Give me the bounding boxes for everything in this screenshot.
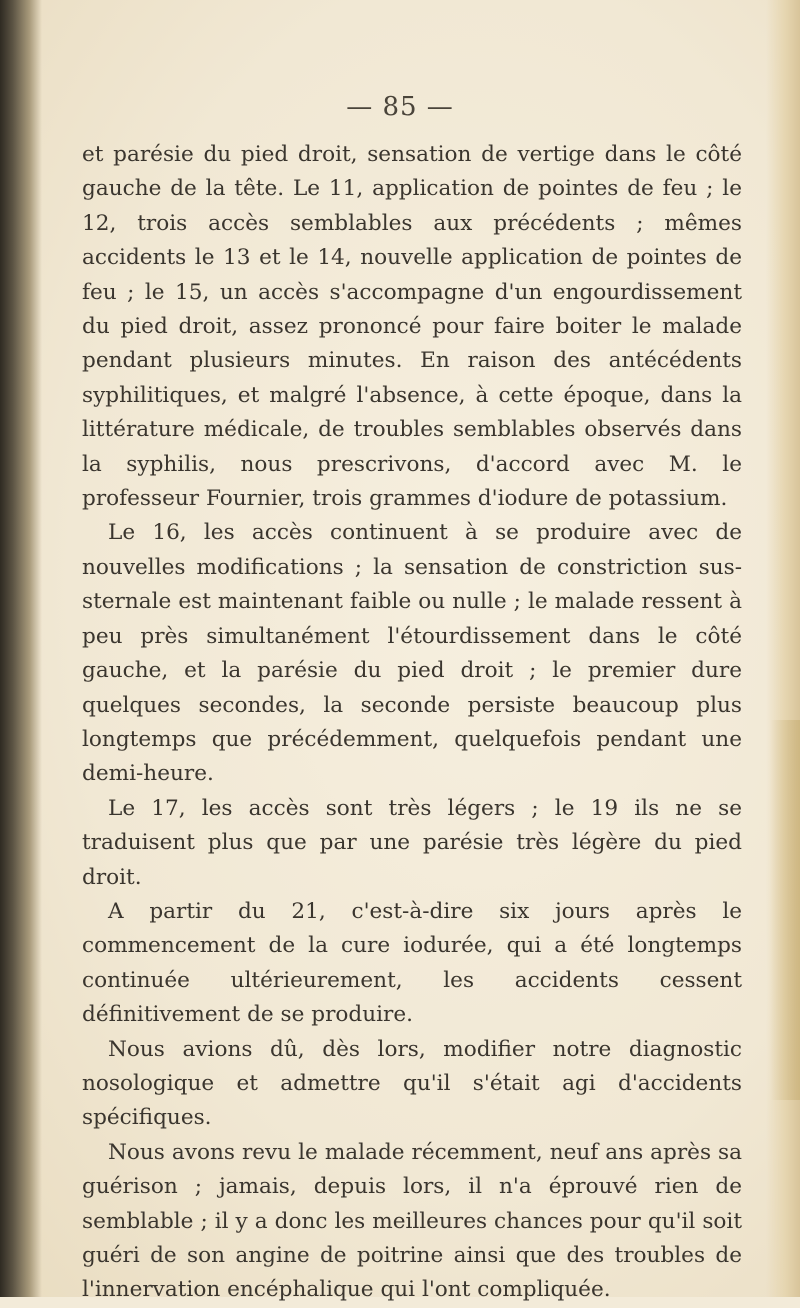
page-binding-shadow bbox=[0, 0, 42, 1297]
page-stain bbox=[770, 720, 800, 1100]
paragraph: Le 17, les accès sont très légers ; le 19 ils ne se traduisent plus que par une parésie très légère du pied droit. bbox=[82, 795, 742, 890]
paragraph: Le 16, les accès continuent à se produire avec de nouvelles modifications ; la sensation de constriction sus-sternale est maintenant faible ou nulle ; le malade ressent à peu près simultanément l'étourdissement dans le côté gauche, et la parésie du pied droit ; le premier dure quelques secondes, la seconde persiste beaucoup plus longtemps que précédemment, quelquefois pendant une demi-heure. bbox=[82, 520, 742, 787]
paragraph: A partir du 21, c'est-à-dire six jours après le commencement de la cure iodurée, qui a été longtemps continuée ultérieurement, les accidents cessent définitivement de se produire. bbox=[82, 898, 742, 1028]
page-number: — 85 — bbox=[346, 92, 454, 122]
paragraph: Nous avons revu le malade récemment, neuf ans après sa guérison ; jamais, depuis lors, il n'a éprouvé rien de semblable ; il y a donc les meilleures chances pour qu'il soit guéri de son angine de poitrine ainsi que des troubles de l'innervation encéphalique qui l'ont compliquée. bbox=[82, 1139, 742, 1303]
body-text bbox=[82, 138, 742, 1308]
paragraph: Nous avions dû, dès lors, modifier notre diagnostic nosologique et admettre qu'il s'était agi d'accidents spécifiques. bbox=[82, 1036, 742, 1131]
page-edge-foxing bbox=[766, 0, 800, 1297]
paragraph: et parésie du pied droit, sensation de vertige dans le côté gauche de la tête. Le 11, application de pointes de feu ; le 12, trois accès semblables aux précédents ; mêmes accidents le 13 et le 14, nouvelle application de pointes de feu ; le 15, un accès s'accompagne d'un engourdissement du pied droit, assez prononcé pour faire boiter le malade pendant plusieurs minutes. En raison des antécédents syphilitiques, et malgré l'absence, à cette époque, dans la littérature médicale, de troubles semblables observés dans la syphilis, nous prescrivons, d'accord avec M. le professeur Fournier, trois grammes d'iodure de potassium. bbox=[82, 142, 742, 512]
